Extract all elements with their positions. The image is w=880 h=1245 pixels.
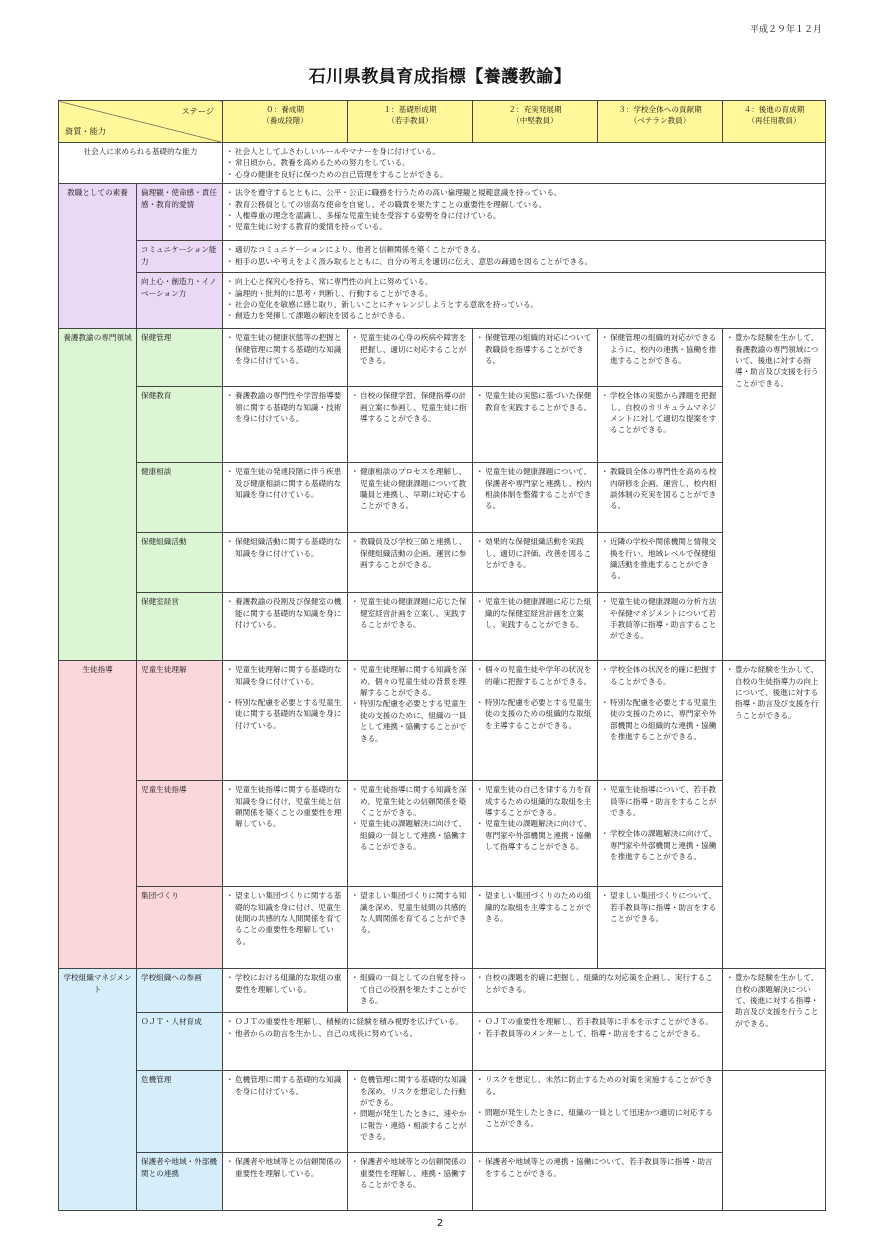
list-item: ・ 教育公務員としての崇高な使命を自覚し、その職責を果たすことの重要性を理解している。 — [227, 199, 821, 210]
competency-table — [58, 100, 826, 1211]
list-item: ・ ＯＪＴの重要性を理解し、積極的に経験を積み視野を広げている。 — [227, 1016, 468, 1027]
guidance-cell — [598, 781, 723, 887]
specialty-cell — [348, 387, 473, 463]
list-item: ・ 個々の児童生徒や学年の状況を的確に把握することができる。 — [477, 664, 593, 687]
specialty-cell — [223, 329, 348, 387]
specialty-row-health-education — [59, 387, 826, 463]
stage-header-1: １：基礎形成期 （若手教員） — [348, 101, 473, 143]
list-item: ・ 人権尊重の理念を認識し、多様な児童生徒を受容する姿勢を身に付けている。 — [227, 210, 821, 221]
header-corner — [59, 101, 223, 143]
management-sub-participation: 学校組織への参画 — [137, 969, 223, 1013]
list-item: ・ 論理的・批判的に思考・判断し、行動することができる。 — [227, 288, 821, 299]
specialty-cell — [598, 593, 723, 661]
guidance-cell — [348, 781, 473, 887]
guidance-cell — [598, 661, 723, 781]
liberal-content-innovation — [223, 273, 826, 329]
list-item: ・ 児童生徒の健康状態等の把握と保健管理に関する基礎的な知識を身に付けている。 — [227, 332, 343, 366]
guidance-cell — [473, 661, 598, 781]
specialty-cell — [598, 387, 723, 463]
guidance-sub-instruction: 児童生徒指導 — [137, 781, 223, 887]
specialty-cell — [348, 533, 473, 593]
list-item: ・ 創造力を発揮して課題の解決を図ることができる。 — [227, 310, 821, 321]
list-item: ・ リスクを想定し、未然に防止するための対策を実施することができる。 — [477, 1074, 718, 1097]
guidance-cell — [223, 781, 348, 887]
stage-header-3: ３：学校全体への貢献期 （ベテラン教員） — [598, 101, 723, 143]
specialty-row-health-counseling — [59, 463, 826, 533]
list-item: ・ 望ましい集団づくりに関する知識を深め、児童生徒間の共感的な人間関係を育てることができる。 — [352, 890, 468, 936]
specialty-sub-health-management: 保健管理 — [137, 329, 223, 387]
list-item: ・ 法令を遵守するとともに、公平・公正に職務を行うための高い倫理観と規範意識を持っている。 — [227, 187, 821, 198]
list-item: ・ 組織の一員としての自覚を持って自己の役割を果たすことができる。 — [352, 972, 468, 1006]
list-item: ・ ＯＪＴの重要性を理解し、若手教員等に手本を示すことができる。 — [477, 1016, 718, 1027]
list-item: ・ 養護教諭の役割及び保健室の機能に関する基礎的な知識を身に付けている。 — [227, 596, 343, 630]
specialty-cell — [598, 329, 723, 387]
list-item: ・ 相手の思いや考えをよく汲み取るとともに、自分の考えを適切に伝え、意思の疎通を図ることができる。 — [227, 256, 821, 267]
list-item: ・ 保護者や地域等との信頼関係の重要性を理解し、連携・協働することができる。 — [352, 1156, 468, 1190]
list-item: ・ 問題が発生したときに、速やかに報告・連絡・相談することができる。 — [352, 1108, 468, 1142]
list-item: ・ 養護教諭の専門性や学習指導要領に関する基礎的な知識・技術を身に付けている。 — [227, 390, 343, 424]
list-item: ・ 豊かな経験を生かして、自校の課題解決について、後進に対する指導・助言及び支援を行うことができる。 — [727, 972, 821, 1029]
guidance-cell — [598, 887, 723, 969]
management-category: 学校組織マネジメント — [59, 969, 137, 1211]
list-item: ・ 特別な配慮を必要とする児童生徒の支援のための組織的な取組を主導することができる。 — [477, 697, 593, 731]
list-item: ・ 他者からの助言を生かし、自己の成長に努めている。 — [227, 1028, 468, 1039]
specialty-cell — [473, 463, 598, 533]
header-row — [59, 101, 826, 143]
list-item: ・ 教職員全体の専門性を高める校内研修を企画、運営し、校内相談体制の充実を図ることができる。 — [602, 466, 718, 512]
list-item: ・ 問題が発生したときに、組織の一員として迅速かつ適切に対応することができる。 — [477, 1107, 718, 1130]
list-item: ・ 危機管理に関する基礎的な知識を深め、リスクを想定した行動ができる。 — [352, 1074, 468, 1108]
list-item: ・ 児童生徒の心身の疾病や障害を把握し、適切に対応することができる。 — [352, 332, 468, 366]
specialty-row-health-organization — [59, 533, 826, 593]
list-item: ・ 学校全体の実態から課題を把握し、自校のカリキュラムマネジメントに対して適切な提案をすることができる。 — [602, 390, 718, 436]
list-item: ・ 児童生徒の課題解決に向けて、組織の一員として連携・協働することができる。 — [352, 818, 468, 852]
list-item: ・ 児童生徒指導について、若手教員等に指導・助言をすることができる。 — [602, 784, 718, 818]
list-item: ・ 児童生徒理解に関する知識を深め、個々の児童生徒の背景を理解することができる。 — [352, 664, 468, 698]
guidance-cell — [473, 781, 598, 887]
specialty-cell — [348, 463, 473, 533]
list-item: ・ 心身の健康を良好に保つための自己管理をすることができる。 — [227, 169, 821, 180]
list-item: ・ 学校全体の課題解決に向けて、専門家や外部機関と連携・協働を推進することができる。 — [602, 828, 718, 862]
management-row-participation — [59, 969, 826, 1013]
list-item: ・ 健康相談のプロセスを理解し、児童生徒の健康課題について教職員と連携し、早期に対応することができる。 — [352, 466, 468, 512]
specialty-sub-health-organization: 保健組織活動 — [137, 533, 223, 593]
stage-header-4: ４：後進の育成期 （再任用教員） — [723, 101, 826, 143]
list-item: ・ 児童生徒の実態に基づいた保健教育を実践することができる。 — [477, 390, 593, 413]
specialty-cell — [473, 593, 598, 661]
specialty-cell — [223, 593, 348, 661]
list-item: ・ 保護者や地域等との信頼関係の重要性を理解している。 — [227, 1156, 343, 1179]
liberal-row-innovation — [59, 273, 826, 329]
management-row-partnership — [59, 1153, 826, 1211]
list-item: ・ 自校の保健学習、保健指導の計画立案に参画し、児童生徒に指導することができる。 — [352, 390, 468, 424]
page-title: 石川県教員育成指標【養護教諭】 — [308, 67, 572, 87]
specialty-cell — [223, 463, 348, 533]
skill-label: 資質・能力 — [65, 125, 106, 136]
list-item: ・ 学校における組織的な取組の重要性を理解している。 — [227, 972, 343, 995]
guidance-sub-understanding: 児童生徒理解 — [137, 661, 223, 781]
list-item: ・ 若手教員等のメンターとして、指導・助言をすることができる。 — [477, 1028, 718, 1039]
guidance-stage4 — [723, 661, 826, 969]
management-stage4-blank — [723, 1071, 826, 1211]
list-item: ・ 児童生徒指導に関する知識を深め、児童生徒との信頼関係を築くことができる。 — [352, 784, 468, 818]
specialty-cell — [473, 387, 598, 463]
list-item: ・ 保健管理の組織的対応ができるように、校内の連携・協働を推進することができる。 — [602, 332, 718, 366]
liberal-row-communication — [59, 241, 826, 273]
basic-row — [59, 143, 826, 184]
basic-category: 社会人に求められる基礎的な能力 — [59, 143, 223, 184]
list-item: ・ 危機管理に関する基礎的な知識を身に付けている。 — [227, 1074, 343, 1097]
list-item: ・ 望ましい集団づくりのための組織的な取組を主導することができる。 — [477, 890, 593, 924]
management-stage4 — [723, 969, 826, 1071]
management-row-risk — [59, 1071, 826, 1153]
liberal-content-ethics — [223, 184, 826, 241]
list-item: ・ 児童生徒の自己を律する力を育成するための組織的な取組を主導することができる。 — [477, 784, 593, 818]
issue-date: 平成２９年１２月 — [749, 25, 822, 35]
list-item: ・ 児童生徒指導に関する基礎的な知識を身に付け、児童生徒と信頼関係を築くことの重要性を理解している。 — [227, 784, 343, 830]
specialty-sub-health-counseling: 健康相談 — [137, 463, 223, 533]
page-number: 2 — [436, 1218, 444, 1229]
specialty-cell — [223, 387, 348, 463]
list-item: ・ 社会の変化を敏感に感じ取り、新しいことにチャレンジしようとする意欲を持っている。 — [227, 299, 821, 310]
specialty-stage4 — [723, 329, 826, 661]
management-cell — [223, 1153, 348, 1211]
specialty-cell — [473, 533, 598, 593]
list-item: ・ 保護者や地域等との連携・協働について、若手教員等に指導・助言をすることができる。 — [477, 1156, 718, 1179]
list-item: ・ 児童生徒に対する教育的愛情を持っている。 — [227, 221, 821, 232]
list-item: ・ 望ましい集団づくりについて、若手教員等に指導・助言をすることができる。 — [602, 890, 718, 924]
management-cell — [223, 1013, 473, 1071]
specialty-cell — [473, 329, 598, 387]
liberal-row-ethics — [59, 184, 826, 241]
list-item: ・ 効果的な保健組織活動を実践し、適切に評価、改善を図ることができる。 — [477, 536, 593, 570]
liberal-sub-innovation: 向上心・創造力・イノベーション力 — [137, 273, 223, 329]
list-item: ・ 保健組織活動に関する基礎的な知識を身に付けている。 — [227, 536, 343, 559]
specialty-cell — [348, 329, 473, 387]
list-item: ・ 豊かな経験を生かして、養護教諭の専門領域について、後進に対する指導・助言及び支援を行うことができる。 — [727, 332, 821, 389]
specialty-category: 養護教諭の専門領域 — [59, 329, 137, 661]
stage-header-2: ２：充実発展期 （中堅教員） — [473, 101, 598, 143]
list-item: ・ 適切なコミュニケーションにより、他者と信頼関係を築くことができる。 — [227, 244, 821, 255]
specialty-row-health-management — [59, 329, 826, 387]
list-item: ・ 特別な配慮を必要とする児童生徒の支援のために、組織の一員として連携・協働することができる。 — [352, 698, 468, 744]
management-sub-ojt: ＯＪＴ・人材育成 — [137, 1013, 223, 1071]
management-sub-risk: 危機管理 — [137, 1071, 223, 1153]
guidance-cell — [223, 661, 348, 781]
management-cell — [473, 969, 723, 1013]
management-cell — [223, 969, 348, 1013]
guidance-row-instruction — [59, 781, 826, 887]
specialty-cell — [598, 463, 723, 533]
list-item: ・ 向上心と探究心を持ち、常に専門性の向上に努めている。 — [227, 276, 821, 287]
list-item: ・ 常日頃から、教養を高めるための努力をしている。 — [227, 157, 821, 168]
management-cell — [348, 969, 473, 1013]
list-item: ・ 教職員及び学校三師と連携し、保健組織活動の企画、運営に参画することができる。 — [352, 536, 468, 570]
list-item: ・ 学校全体の状況を的確に把握することができる。 — [602, 664, 718, 687]
list-item: ・ 児童生徒の健康課題に応じた組織的な保健室経営計画を立案し、実践することができる。 — [477, 596, 593, 630]
list-item: ・ 保健管理の組織的対応について教職員を指導することができる。 — [477, 332, 593, 366]
management-cell — [223, 1071, 348, 1153]
guidance-cell — [348, 887, 473, 969]
list-item: ・ 児童生徒の発達段階に伴う疾患及び健康相談に関する基礎的な知識を身に付けている。 — [227, 466, 343, 500]
guidance-cell — [473, 887, 598, 969]
list-item: ・ 児童生徒の健康課題に応じた保健室経営計画を立案し、実践することができる。 — [352, 596, 468, 630]
list-item: ・ 児童生徒の健康課題について、保護者や専門家と連携し、校内相談体制を整備することができる。 — [477, 466, 593, 512]
management-sub-partnership: 保護者や地域・外部機関との連携 — [137, 1153, 223, 1211]
list-item: ・ 特別な配慮を必要とする児童生徒に関する基礎的な知識を身に付けている。 — [227, 697, 343, 731]
liberal-sub-ethics: 倫理観・使命感・責任感・教育的愛情 — [137, 184, 223, 241]
management-row-ojt — [59, 1013, 826, 1071]
list-item: ・ 豊かな経験を生かして、自校の生徒指導力の向上について、後進に対する指導・助言及び支援を行うことができる。 — [727, 664, 821, 721]
liberal-sub-communication: コミュニケーション能力 — [137, 241, 223, 273]
list-item: ・ 特別な配慮を必要とする児童生徒の支援のために、専門家や外部機関との組織的な連携・協働を推進することができる。 — [602, 697, 718, 743]
guidance-cell — [348, 661, 473, 781]
list-item: ・ 望ましい集団づくりに関する基礎的な知識を身に付け、児童生徒間の共感的な人間関係を育てることの重要性を理解している。 — [227, 890, 343, 947]
list-item: ・ 社会人としてふさわしいルールやマナーを身に付けている。 — [227, 146, 821, 157]
specialty-sub-health-education: 保健教育 — [137, 387, 223, 463]
management-cell — [348, 1153, 473, 1211]
list-item: ・ 児童生徒の課題解決に向けて、専門家や外部機関と連携・協働して指導することができる。 — [477, 818, 593, 852]
list-item: ・ 児童生徒理解に関する基礎的な知識を身に付けている。 — [227, 664, 343, 687]
liberal-category: 教職としての素養 — [59, 184, 137, 329]
management-cell — [473, 1071, 723, 1153]
guidance-cell — [223, 887, 348, 969]
list-item: ・ 自校の課題を的確に把握し、組織的な対応策を企画し、実行することができる。 — [477, 972, 718, 995]
basic-content — [223, 143, 826, 184]
management-cell — [473, 1153, 723, 1211]
specialty-row-health-room — [59, 593, 826, 661]
management-cell — [473, 1013, 723, 1071]
specialty-cell — [598, 533, 723, 593]
list-item: ・ 近隣の学校や関係機関と情報交換を行い、地域レベルで保健組織活動を推進することができる。 — [602, 536, 718, 582]
specialty-cell — [223, 533, 348, 593]
specialty-sub-health-room: 保健室経営 — [137, 593, 223, 661]
guidance-row-group — [59, 887, 826, 969]
liberal-content-communication — [223, 241, 826, 273]
list-item: ・ 児童生徒の健康課題の分析方法や保健マネジメントについて若手教員等に指導・助言することができる。 — [602, 596, 718, 642]
management-cell — [348, 1071, 473, 1153]
specialty-cell — [348, 593, 473, 661]
stage-header-0: ０：養成期 （養成段階） — [223, 101, 348, 143]
guidance-row-understanding — [59, 661, 826, 781]
guidance-sub-group: 集団づくり — [137, 887, 223, 969]
guidance-category: 生徒指導 — [59, 661, 137, 969]
stage-label: ステージ — [181, 106, 214, 116]
